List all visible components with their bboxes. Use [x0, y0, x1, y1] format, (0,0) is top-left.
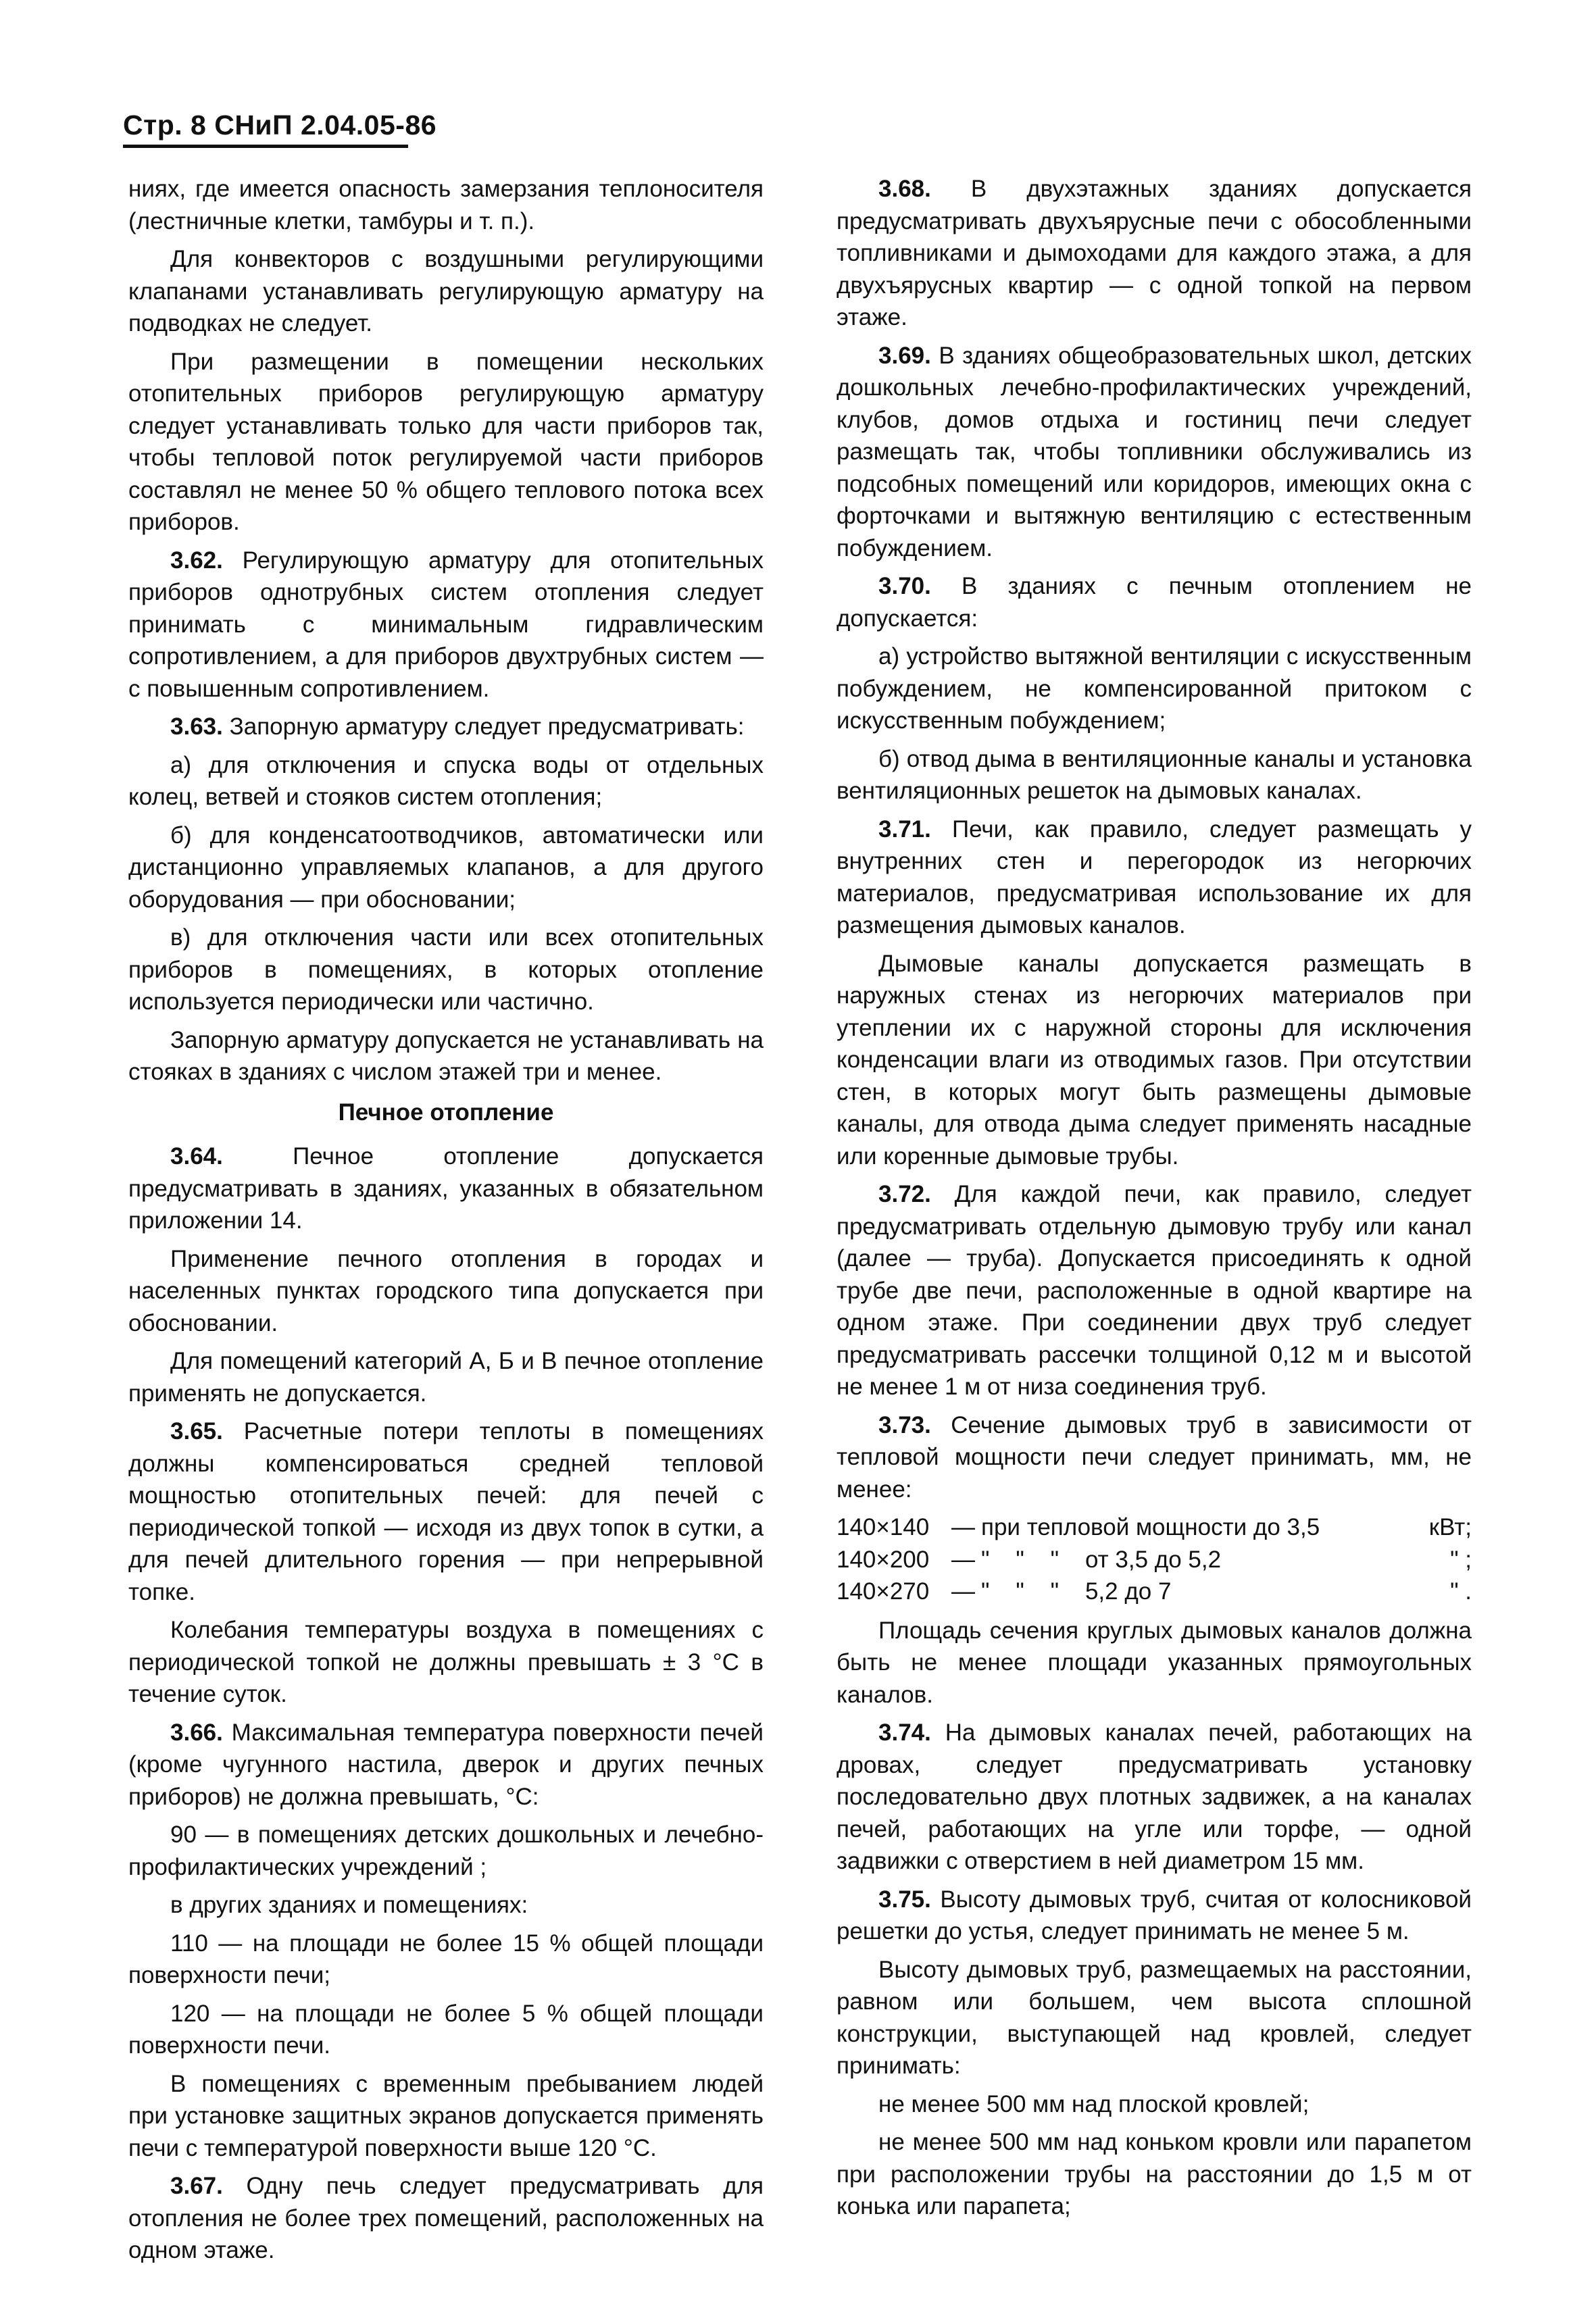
- clause-text: Печи, как правило, следует размещать у внутренних стен и перегородок из негорючих материалов, предусматривая использование их для размещения дымовых каналов.: [837, 815, 1472, 938]
- table-cell-dash: —: [951, 1546, 975, 1573]
- list-item: [837, 2088, 1472, 2121]
- clause-number: 3.65.: [170, 1418, 223, 1444]
- clause-number: 3.73.: [878, 1411, 931, 1438]
- clause-text: Высоту дымовых труб, размещаемых на расстоянии, равном или большем, чем высота сплошной конструкции, выступающей над кровлей, следует принимать:: [837, 1956, 1472, 2079]
- clause-text: При размещении в помещении нескольких отопительных приборов регулирующую арматуру следует устанавливать только для части приборов так, чтобы тепловой поток регулируемой части приборов составлял не менее 50 % общего теплового потока всех приборов.: [128, 348, 764, 535]
- clause-text: б) отвод дыма в вентиляционные каналы и установка вентиляционных решеток на дымовых каналах.: [837, 745, 1472, 804]
- paragraph: [128, 1024, 764, 1088]
- clause-number: 3.69.: [878, 342, 931, 369]
- list-item: [128, 1998, 764, 2062]
- clause-text: а) для отключения и спуска воды от отдельных колец, ветвей и стояков систем отопления;: [128, 751, 764, 810]
- clause-text: В зданиях общеобразовательных школ, детских дошкольных лечебно-профилактических учреждений, клубов, домов отдыха и гостиниц печи следует размещать так, чтобы топливники обслуживались из подсобных помещений или коридоров, имеющих окна с форточками и вытяжную вентиляцию с естественным побуждением.: [837, 342, 1472, 561]
- clause-number: 3.71.: [878, 815, 931, 842]
- clause-3-74: [837, 1717, 1472, 1878]
- paragraph: [837, 1954, 1472, 2082]
- paragraph: [128, 346, 764, 538]
- table-cell-size: 140×270: [837, 1578, 930, 1605]
- right-column: [837, 173, 1472, 2229]
- table-cell-description: " " " 5,2 до 7: [981, 1578, 1172, 1605]
- clause-number: 3.63.: [170, 713, 223, 740]
- clause-text: В зданиях с печным отоплением не допускается:: [837, 573, 1472, 632]
- clause-text: Дымовые каналы допускается размещать в наружных стенах из негорючих материалов при утеплении их с наружной стороны для исключения конденсации влаги из отводимых газов. При отсутствии стен, в которых могут быть размещены дымовые каналы, для отвода дыма следует применять насадные или коренные дымовые трубы.: [837, 950, 1472, 1169]
- paragraph: [837, 1615, 1472, 1711]
- table-cell-unit: " .: [1450, 1578, 1472, 1605]
- clause-number: 3.67.: [170, 2173, 223, 2199]
- clause-text: 110 — на площади не более 15 % общей площади поверхности печи;: [128, 1930, 764, 1988]
- clause-text: В двухэтажных зданиях допускается предусматривать двухъярусные печи с обособленными топливниками и дымоходами для каждого этажа, а для двухъярусных квартир — с одной топкой на первом этаже.: [837, 176, 1472, 330]
- section-heading: Печное отопление: [338, 1099, 554, 1126]
- clause-text: Для помещений категорий А, Б и В печное отопление применять не допускается.: [128, 1348, 764, 1407]
- clause-3-72: [837, 1178, 1472, 1403]
- clause-text: В помещениях с временным пребыванием людей при установке защитных экранов допускается применять печи с температурой поверхности выше 120 °С.: [128, 2070, 764, 2161]
- clause-text: не менее 500 мм над коньком кровли или парапетом при расположении трубы на расстоянии до 1,5 м от конька или парапета;: [837, 2129, 1472, 2219]
- clause-3-73: [837, 1409, 1472, 1506]
- list-item: [128, 922, 764, 1018]
- list-item: [837, 743, 1472, 807]
- list-item: [837, 2126, 1472, 2223]
- table-cell-description: при тепловой мощности до 3,5: [981, 1514, 1320, 1540]
- clause-text: 120 — на площади не более 5 % общей площади поверхности печи.: [128, 2000, 764, 2059]
- clause-text: Высоту дымовых труб, считая от колосниковой решетки до устья, следует принимать не менее 5 м.: [837, 1886, 1472, 1944]
- clause-3-71: [837, 813, 1472, 942]
- table-row: [837, 1576, 1472, 1608]
- page-title: Стр. 8 СНиП 2.04.05-86: [123, 109, 437, 141]
- paragraph: [128, 2068, 764, 2165]
- clause-text: Колебания температуры воздуха в помещениях с периодической топкой не должны превышать ± 3 °С в течение суток.: [128, 1617, 764, 1707]
- clause-3-62: [128, 545, 764, 705]
- table-cell-size: 140×140: [837, 1514, 930, 1540]
- clause-text: не менее 500 мм над плоской кровлей;: [878, 2090, 1310, 2117]
- clause-number: 3.62.: [170, 547, 223, 574]
- clause-number: 3.72.: [878, 1181, 931, 1207]
- clause-3-69: [837, 340, 1472, 565]
- clause-text: а) устройство вытяжной вентиляции с искусственным побуждением, не компенсированной притоком с искусственным побуждением;: [837, 643, 1472, 734]
- clause-text: Регулирующую арматуру для отопительных приборов однотрубных систем отопления следует принимать с минимальным гидравлическим сопротивлением, а для приборов двухтрубных систем — с повышенным сопротивлением.: [128, 547, 764, 702]
- clause-3-75: [837, 1884, 1472, 1948]
- clause-text: На дымовых каналах печей, работающих на дровах, следует предусматривать установку последовательно двух плотных задвижек, а на каналах печей, работающих на угле или торфе, — одной задвижки с отверстием в ней диаметром 15 мм.: [837, 1719, 1472, 1874]
- list-item: [128, 1928, 764, 1992]
- clause-3-68: [837, 173, 1472, 334]
- clause-text: Для конвекторов с воздушными регулирующими клапанами устанавливать регулирующую арматуру на подводках не следует.: [128, 246, 764, 336]
- clause-text: в других зданиях и помещениях:: [170, 1892, 528, 1918]
- clause-number: 3.66.: [170, 1719, 223, 1746]
- clause-text: Для каждой печи, как правило, следует предусматривать отдельную дымовую трубу или канал (далее — труба). Допускается присоединять к одной трубе две печи, расположенные в одной квартире на одном этаже. При соединении двух труб следует предусматривать рассечки толщиной 0,12 м и высотой не менее 1 м от низа соединения труб.: [837, 1181, 1472, 1400]
- table-cell-unit: кВт;: [1428, 1514, 1472, 1540]
- clause-3-66: [128, 1717, 764, 1813]
- clause-3-65: [128, 1415, 764, 1608]
- clause-number: 3.64.: [170, 1143, 223, 1169]
- clause-number: 3.68.: [878, 176, 931, 202]
- list-item: [128, 820, 764, 916]
- table-cell-dash: —: [951, 1578, 975, 1605]
- clause-text: Расчетные потери теплоты в помещениях должны компенсироваться средней тепловой мощностью отопительных печей: для печей с периодической топкой — исходя из двух топок в сутки, а для печей длительного горения — при непрерывной топке.: [128, 1418, 764, 1605]
- clause-text: 90 — в помещениях детских дошкольных и лечебно-профилактических учреждений ;: [128, 1821, 764, 1880]
- list-item: [128, 749, 764, 813]
- clause-3-64: [128, 1140, 764, 1237]
- clause-3-63: [128, 711, 764, 743]
- table-row: [837, 1511, 1472, 1544]
- clause-text: Сечение дымовых труб в зависимости от тепловой мощности печи следует принимать, мм, не менее:: [837, 1411, 1472, 1503]
- clause-text: в) для отключения части или всех отопительных приборов в помещениях, в которых отопление используется периодически или частично.: [128, 924, 764, 1015]
- table-cell-unit: " ;: [1450, 1546, 1472, 1573]
- table-cell-size: 140×200: [837, 1546, 930, 1573]
- list-item: [128, 1889, 764, 1921]
- page-header: [123, 109, 437, 141]
- clause-3-70: [837, 570, 1472, 634]
- clause-text: ниях, где имеется опасность замерзания теплоносителя (лестничные клетки, тамбуры и т. п.).: [128, 176, 764, 234]
- table-cell-dash: —: [951, 1514, 975, 1540]
- left-column: [128, 173, 764, 2273]
- clause-text: Запорную арматуру допускается не устанавливать на стояках в зданиях с числом этажей три и менее.: [128, 1026, 764, 1085]
- clause-text: Запорную арматуру следует предусматривать:: [229, 713, 745, 740]
- list-item: [837, 640, 1472, 737]
- clause-number: 3.70.: [878, 573, 931, 599]
- clause-text: Одну печь следует предусматривать для отопления не более трех помещений, расположенных на одном этаже.: [128, 2173, 764, 2263]
- paragraph: [128, 1345, 764, 1409]
- clause-number: 3.74.: [878, 1719, 931, 1746]
- paragraph: [837, 948, 1472, 1173]
- list-item: [128, 1819, 764, 1883]
- clause-3-67: [128, 2170, 764, 2267]
- table-cell-description: " " " от 3,5 до 5,2: [981, 1546, 1222, 1573]
- clause-text: б) для конденсатоотводчиков, автоматически или дистанционно управляемых клапанов, а для другого оборудования — при обосновании;: [128, 822, 764, 913]
- header-underline: [123, 145, 408, 148]
- table-row: [837, 1544, 1472, 1576]
- clause-text: Площадь сечения круглых дымовых каналов должна быть не менее площади указанных прямоугольных каналов.: [837, 1617, 1472, 1708]
- clause-number: 3.75.: [878, 1886, 931, 1913]
- clause-text: Печное отопление допускается предусматривать в зданиях, указанных в обязательном приложении 14.: [128, 1143, 764, 1234]
- clause-text: Максимальная температура поверхности печей (кроме чугунного настила, дверок и других печных приборов) не должна превышать, °С:: [128, 1719, 764, 1810]
- paragraph: [128, 173, 764, 237]
- clause-text: Применение печного отопления в городах и населенных пунктах городского типа допускается при обосновании.: [128, 1245, 764, 1336]
- paragraph: [128, 1243, 764, 1340]
- paragraph: [128, 1614, 764, 1711]
- chimney-section-table: [837, 1511, 1472, 1608]
- paragraph: [128, 243, 764, 340]
